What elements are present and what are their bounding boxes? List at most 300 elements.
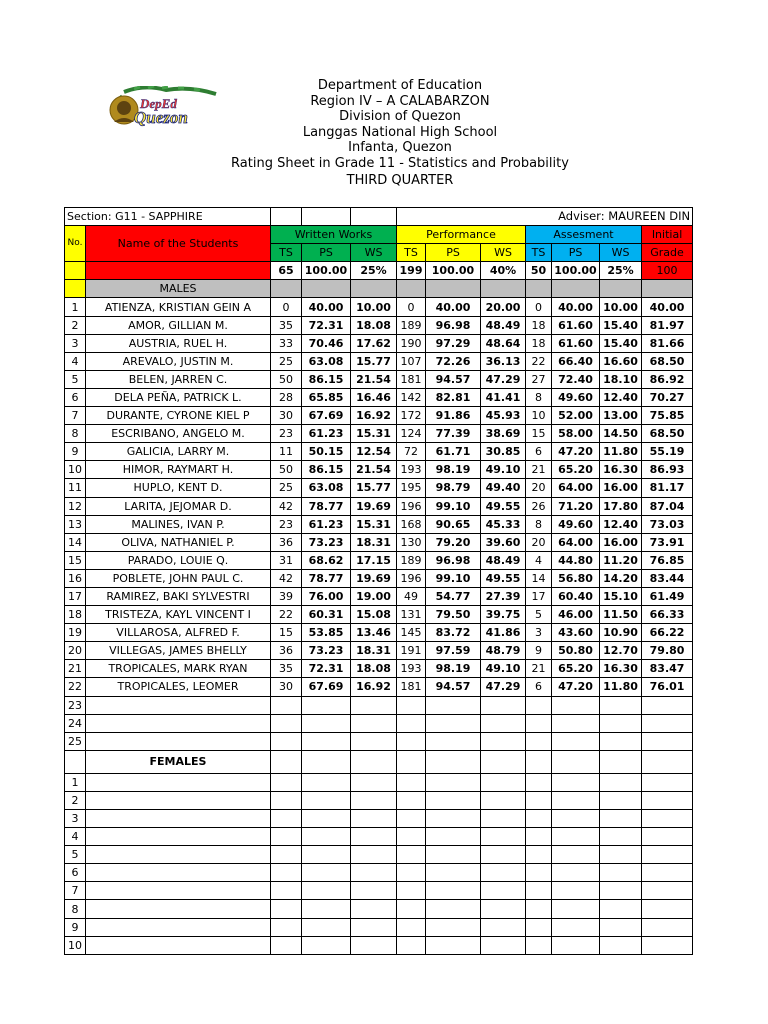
as-ws-cell: 10.00 [600,298,642,316]
row-number: 17 [65,587,86,605]
empty-cell [397,696,426,714]
empty-cell [351,936,397,954]
empty-cell [642,732,693,750]
empty-cell [552,882,600,900]
empty-cell [552,810,600,828]
initial-grade-cell: 55.19 [642,443,693,461]
empty-cell [600,864,642,882]
empty-cell [351,280,397,298]
pt-ws-cell: 49.10 [481,660,526,678]
pt-ts-cell: 196 [397,569,426,587]
empty-cell [271,750,302,773]
empty-cell [426,791,481,809]
initial-grade-cell: 66.22 [642,624,693,642]
ww-ws-cell: 19.69 [351,569,397,587]
pt-ts-cell: 189 [397,316,426,334]
as-ts-header: TS [526,244,552,262]
empty-cell [642,936,693,954]
student-name: MALINES, IVAN P. [86,515,271,533]
pt-ws-cell: 38.69 [481,425,526,443]
empty-cell [271,280,302,298]
as-ts-cell: 10 [526,407,552,425]
empty-cell [552,828,600,846]
as-ts-cell: 14 [526,569,552,587]
empty-cell [271,732,302,750]
empty-cell [351,828,397,846]
ww-ts-cell: 36 [271,533,302,551]
empty-cell [426,918,481,936]
empty-cell [426,810,481,828]
student-row [65,407,693,425]
ww-ps-cell: 53.85 [302,624,351,642]
empty-cell [397,732,426,750]
pt-ts-cell: 107 [397,352,426,370]
performance-header: Performance [397,226,526,244]
ww-ws-cell: 15.31 [351,425,397,443]
row-number: 3 [65,810,86,828]
empty-cell [642,882,693,900]
row-number: 20 [65,642,86,660]
row-number: 25 [65,732,86,750]
empty-student-row [65,696,693,714]
pt-ps-cell: 82.81 [426,388,481,406]
ww-ws-cell: 18.31 [351,642,397,660]
males-label: MALES [86,280,271,298]
pt-ws-cell: 49.55 [481,497,526,515]
pt-ws-cell: 48.64 [481,334,526,352]
pt-ps-cell: 98.19 [426,660,481,678]
student-name: TRISTEZA, KAYL VINCENT I [86,606,271,624]
max-pt-ws: 40% [481,262,526,280]
row-number: 4 [65,352,86,370]
pt-ps-cell: 40.00 [426,298,481,316]
ww-ts-cell: 15 [271,624,302,642]
student-row [65,587,693,605]
empty-cell [271,846,302,864]
pt-ts-cell: 49 [397,587,426,605]
as-ps-cell: 40.00 [552,298,600,316]
empty-cell [397,882,426,900]
row-number: 7 [65,407,86,425]
empty-cell [271,936,302,954]
empty-cell [397,280,426,298]
empty-cell [426,773,481,791]
as-ws-cell: 12.40 [600,388,642,406]
ww-ps-cell: 63.08 [302,479,351,497]
empty-cell [271,714,302,732]
initial-grade-cell: 66.33 [642,606,693,624]
as-ts-cell: 20 [526,479,552,497]
student-name: AUSTRIA, RUEL H. [86,334,271,352]
empty-cell [481,750,526,773]
pt-ts-cell: 142 [397,388,426,406]
empty-cell [271,810,302,828]
females-label: FEMALES [86,750,271,773]
as-ws-cell: 16.60 [600,352,642,370]
empty-cell [271,791,302,809]
empty-cell [351,208,397,226]
empty-cell [481,280,526,298]
pt-ps-header: PS [426,244,481,262]
pt-ts-cell: 131 [397,606,426,624]
empty-cell [481,828,526,846]
ww-ws-cell: 16.92 [351,407,397,425]
initial-grade-cell: 61.49 [642,587,693,605]
as-ws-cell: 16.30 [600,461,642,479]
logo-quezon-text: Quezon [134,108,188,127]
empty-cell [302,732,351,750]
student-name [86,828,271,846]
as-ws-cell: 11.80 [600,678,642,696]
empty-cell [552,864,600,882]
empty-cell [552,791,600,809]
ww-ws-cell: 18.31 [351,533,397,551]
ww-ws-cell: 13.46 [351,624,397,642]
student-name [86,936,271,954]
ww-ws-cell: 19.69 [351,497,397,515]
empty-cell [642,846,693,864]
pt-ws-cell: 27.39 [481,587,526,605]
ww-ts-cell: 50 [271,461,302,479]
initial-grade-cell: 83.44 [642,569,693,587]
empty-cell [600,696,642,714]
ww-ws-cell: 21.54 [351,461,397,479]
pt-ps-cell: 90.65 [426,515,481,533]
empty-cell [302,828,351,846]
student-name [86,918,271,936]
header-division: Division of Quezon [339,109,461,124]
pt-ts-cell: 189 [397,551,426,569]
empty-cell [397,846,426,864]
as-ps-cell: 43.60 [552,624,600,642]
as-ps-header: PS [552,244,600,262]
empty-cell [397,918,426,936]
student-row [65,569,693,587]
ww-ps-cell: 65.85 [302,388,351,406]
ww-ts-cell: 31 [271,551,302,569]
empty-cell [302,846,351,864]
pt-ts-cell: 196 [397,497,426,515]
row-number: 10 [65,461,86,479]
empty-cell [397,864,426,882]
as-ts-cell: 6 [526,443,552,461]
ww-ts-cell: 36 [271,642,302,660]
initial-grade-cell: 86.93 [642,461,693,479]
empty-cell [65,750,86,773]
as-ps-cell: 61.60 [552,316,600,334]
pt-ws-cell: 49.10 [481,461,526,479]
student-name: ESCRIBANO, ANGELO M. [86,425,271,443]
initial-header: Initial [642,226,693,244]
student-name: LARITA, JEJOMAR D. [86,497,271,515]
pt-ws-cell: 41.86 [481,624,526,642]
empty-cell [397,900,426,918]
header-location: Infanta, Quezon [348,140,452,155]
row-number: 5 [65,370,86,388]
as-ps-cell: 58.00 [552,425,600,443]
as-ws-cell: 13.00 [600,407,642,425]
grade-header: Grade [642,244,693,262]
ww-ws-cell: 12.54 [351,443,397,461]
row-number: 13 [65,515,86,533]
female-student-row [65,900,693,918]
ww-ps-cell: 61.23 [302,515,351,533]
deped-quezon-logo [104,86,222,130]
ww-ws-cell: 16.92 [351,678,397,696]
document-header [150,78,650,189]
ww-ws-cell: 18.08 [351,660,397,678]
empty-cell [351,732,397,750]
female-student-row [65,791,693,809]
student-name: PARADO, LOUIE Q. [86,551,271,569]
initial-grade-cell: 70.27 [642,388,693,406]
empty-cell [426,696,481,714]
max-pt-ts: 199 [397,262,426,280]
as-ts-cell: 18 [526,316,552,334]
col-no-header: No. [65,226,86,262]
row-number: 1 [65,298,86,316]
header-sheet-title: Rating Sheet in Grade 11 - Statistics and Probability [231,155,569,171]
ww-ts-cell: 50 [271,370,302,388]
row-number: 16 [65,569,86,587]
row-number: 1 [65,773,86,791]
ww-ts-cell: 23 [271,425,302,443]
student-name [86,696,271,714]
empty-cell [351,864,397,882]
empty-cell [426,882,481,900]
row-number: 11 [65,479,86,497]
pt-ps-cell: 54.77 [426,587,481,605]
empty-cell [481,791,526,809]
as-ps-cell: 47.20 [552,443,600,461]
ww-ws-cell: 17.62 [351,334,397,352]
as-ts-cell: 8 [526,515,552,533]
pt-ps-cell: 94.57 [426,370,481,388]
rating-sheet-table [64,207,693,955]
pt-ws-cell: 30.85 [481,443,526,461]
ww-ps-cell: 78.77 [302,497,351,515]
pt-ts-cell: 193 [397,461,426,479]
student-name: DELA PEÑA, PATRICK L. [86,388,271,406]
empty-cell [526,791,552,809]
student-row [65,479,693,497]
initial-grade-cell: 40.00 [642,298,693,316]
student-name [86,732,271,750]
row-number: 14 [65,533,86,551]
ww-ts-cell: 25 [271,479,302,497]
empty-cell [351,714,397,732]
as-ts-cell: 21 [526,461,552,479]
ww-ws-cell: 15.08 [351,606,397,624]
empty-cell [302,280,351,298]
initial-grade-cell: 81.66 [642,334,693,352]
student-name [86,773,271,791]
pt-ws-cell: 49.55 [481,569,526,587]
written-works-header: Written Works [271,226,397,244]
as-ws-cell: 16.30 [600,660,642,678]
empty-cell [481,864,526,882]
empty-cell [397,714,426,732]
empty-cell [351,696,397,714]
ww-ps-cell: 70.46 [302,334,351,352]
row-number: 8 [65,900,86,918]
pt-ts-header: TS [397,244,426,262]
pt-ws-header: WS [481,244,526,262]
ww-ps-cell: 50.15 [302,443,351,461]
empty-cell [65,280,86,298]
as-ts-cell: 26 [526,497,552,515]
header-department: Department of Education [317,78,483,93]
as-ps-cell: 65.20 [552,461,600,479]
as-ps-cell: 56.80 [552,569,600,587]
row-number: 3 [65,334,86,352]
student-row [65,461,693,479]
section-cell: Section: G11 - SAPPHIRE [65,208,271,226]
student-name: BELEN, JARREN C. [86,370,271,388]
empty-cell [426,714,481,732]
empty-cell [526,750,552,773]
max-pt-ps: 100.00 [426,262,481,280]
as-ws-cell: 15.10 [600,587,642,605]
pt-ws-cell: 36.13 [481,352,526,370]
row-number: 4 [65,828,86,846]
as-ps-cell: 44.80 [552,551,600,569]
female-student-row [65,828,693,846]
header-school: Langgas National High School [302,124,498,140]
empty-cell [302,773,351,791]
student-row [65,425,693,443]
ww-ts-cell: 42 [271,497,302,515]
initial-grade-cell: 73.03 [642,515,693,533]
max-as-ps: 100.00 [552,262,600,280]
empty-cell [271,918,302,936]
empty-cell [552,696,600,714]
empty-cell [397,810,426,828]
empty-cell [86,262,271,280]
pt-ps-cell: 99.10 [426,497,481,515]
empty-cell [552,280,600,298]
pt-ts-cell: 195 [397,479,426,497]
student-name: HIMOR, RAYMART H. [86,461,271,479]
empty-cell [302,750,351,773]
empty-cell [642,696,693,714]
row-number: 18 [65,606,86,624]
as-ws-cell: 16.00 [600,533,642,551]
empty-cell [271,208,302,226]
pt-ws-cell: 45.33 [481,515,526,533]
student-row [65,660,693,678]
empty-cell [271,882,302,900]
as-ts-cell: 9 [526,642,552,660]
ww-ps-cell: 86.15 [302,370,351,388]
pt-ts-cell: 193 [397,660,426,678]
empty-cell [351,918,397,936]
empty-cell [271,696,302,714]
ww-ws-header: WS [351,244,397,262]
ww-ts-cell: 35 [271,316,302,334]
empty-cell [642,791,693,809]
initial-grade-cell: 86.92 [642,370,693,388]
student-row [65,352,693,370]
empty-cell [271,773,302,791]
ww-ws-cell: 10.00 [351,298,397,316]
student-name [86,900,271,918]
female-student-row [65,882,693,900]
row-number: 21 [65,660,86,678]
group-header-row [65,226,693,244]
as-ts-cell: 21 [526,660,552,678]
empty-cell [351,750,397,773]
empty-cell [600,918,642,936]
ww-ps-cell: 76.00 [302,587,351,605]
student-name: ATIENZA, KRISTIAN GEIN A [86,298,271,316]
row-number: 7 [65,882,86,900]
initial-grade-cell: 75.85 [642,407,693,425]
ww-ts-cell: 35 [271,660,302,678]
row-number: 10 [65,936,86,954]
empty-cell [600,810,642,828]
row-number: 9 [65,443,86,461]
student-row [65,515,693,533]
as-ws-cell: 15.40 [600,316,642,334]
empty-cell [351,900,397,918]
ww-ps-cell: 72.31 [302,316,351,334]
as-ws-cell: 11.20 [600,551,642,569]
empty-cell [271,900,302,918]
ww-ts-cell: 0 [271,298,302,316]
empty-cell [526,714,552,732]
empty-cell [481,773,526,791]
student-row [65,497,693,515]
pt-ps-cell: 83.72 [426,624,481,642]
ww-ws-cell: 15.77 [351,352,397,370]
empty-cell [526,864,552,882]
student-row [65,551,693,569]
empty-cell [642,810,693,828]
student-name: DURANTE, CYRONE KIEL P [86,407,271,425]
ww-ps-cell: 67.69 [302,678,351,696]
row-number: 9 [65,918,86,936]
pt-ts-cell: 190 [397,334,426,352]
as-ps-cell: 64.00 [552,479,600,497]
student-row [65,298,693,316]
student-name: AREVALO, JUSTIN M. [86,352,271,370]
ww-ps-cell: 78.77 [302,569,351,587]
empty-cell [351,773,397,791]
pt-ts-cell: 181 [397,370,426,388]
pt-ps-cell: 96.98 [426,551,481,569]
assessment-header: Assesment [526,226,642,244]
as-ws-cell: 16.00 [600,479,642,497]
empty-cell [302,714,351,732]
as-ws-cell: 14.50 [600,425,642,443]
pt-ps-cell: 61.71 [426,443,481,461]
as-ws-cell: 11.50 [600,606,642,624]
empty-cell [600,882,642,900]
empty-cell [351,810,397,828]
empty-cell [642,900,693,918]
max-ww-ts: 65 [271,262,302,280]
empty-cell [600,773,642,791]
as-ws-cell: 14.20 [600,569,642,587]
ww-ps-header: PS [302,244,351,262]
empty-student-row [65,714,693,732]
empty-cell [600,280,642,298]
ww-ts-cell: 30 [271,678,302,696]
empty-cell [397,936,426,954]
empty-cell [600,714,642,732]
pt-ws-cell: 48.49 [481,551,526,569]
